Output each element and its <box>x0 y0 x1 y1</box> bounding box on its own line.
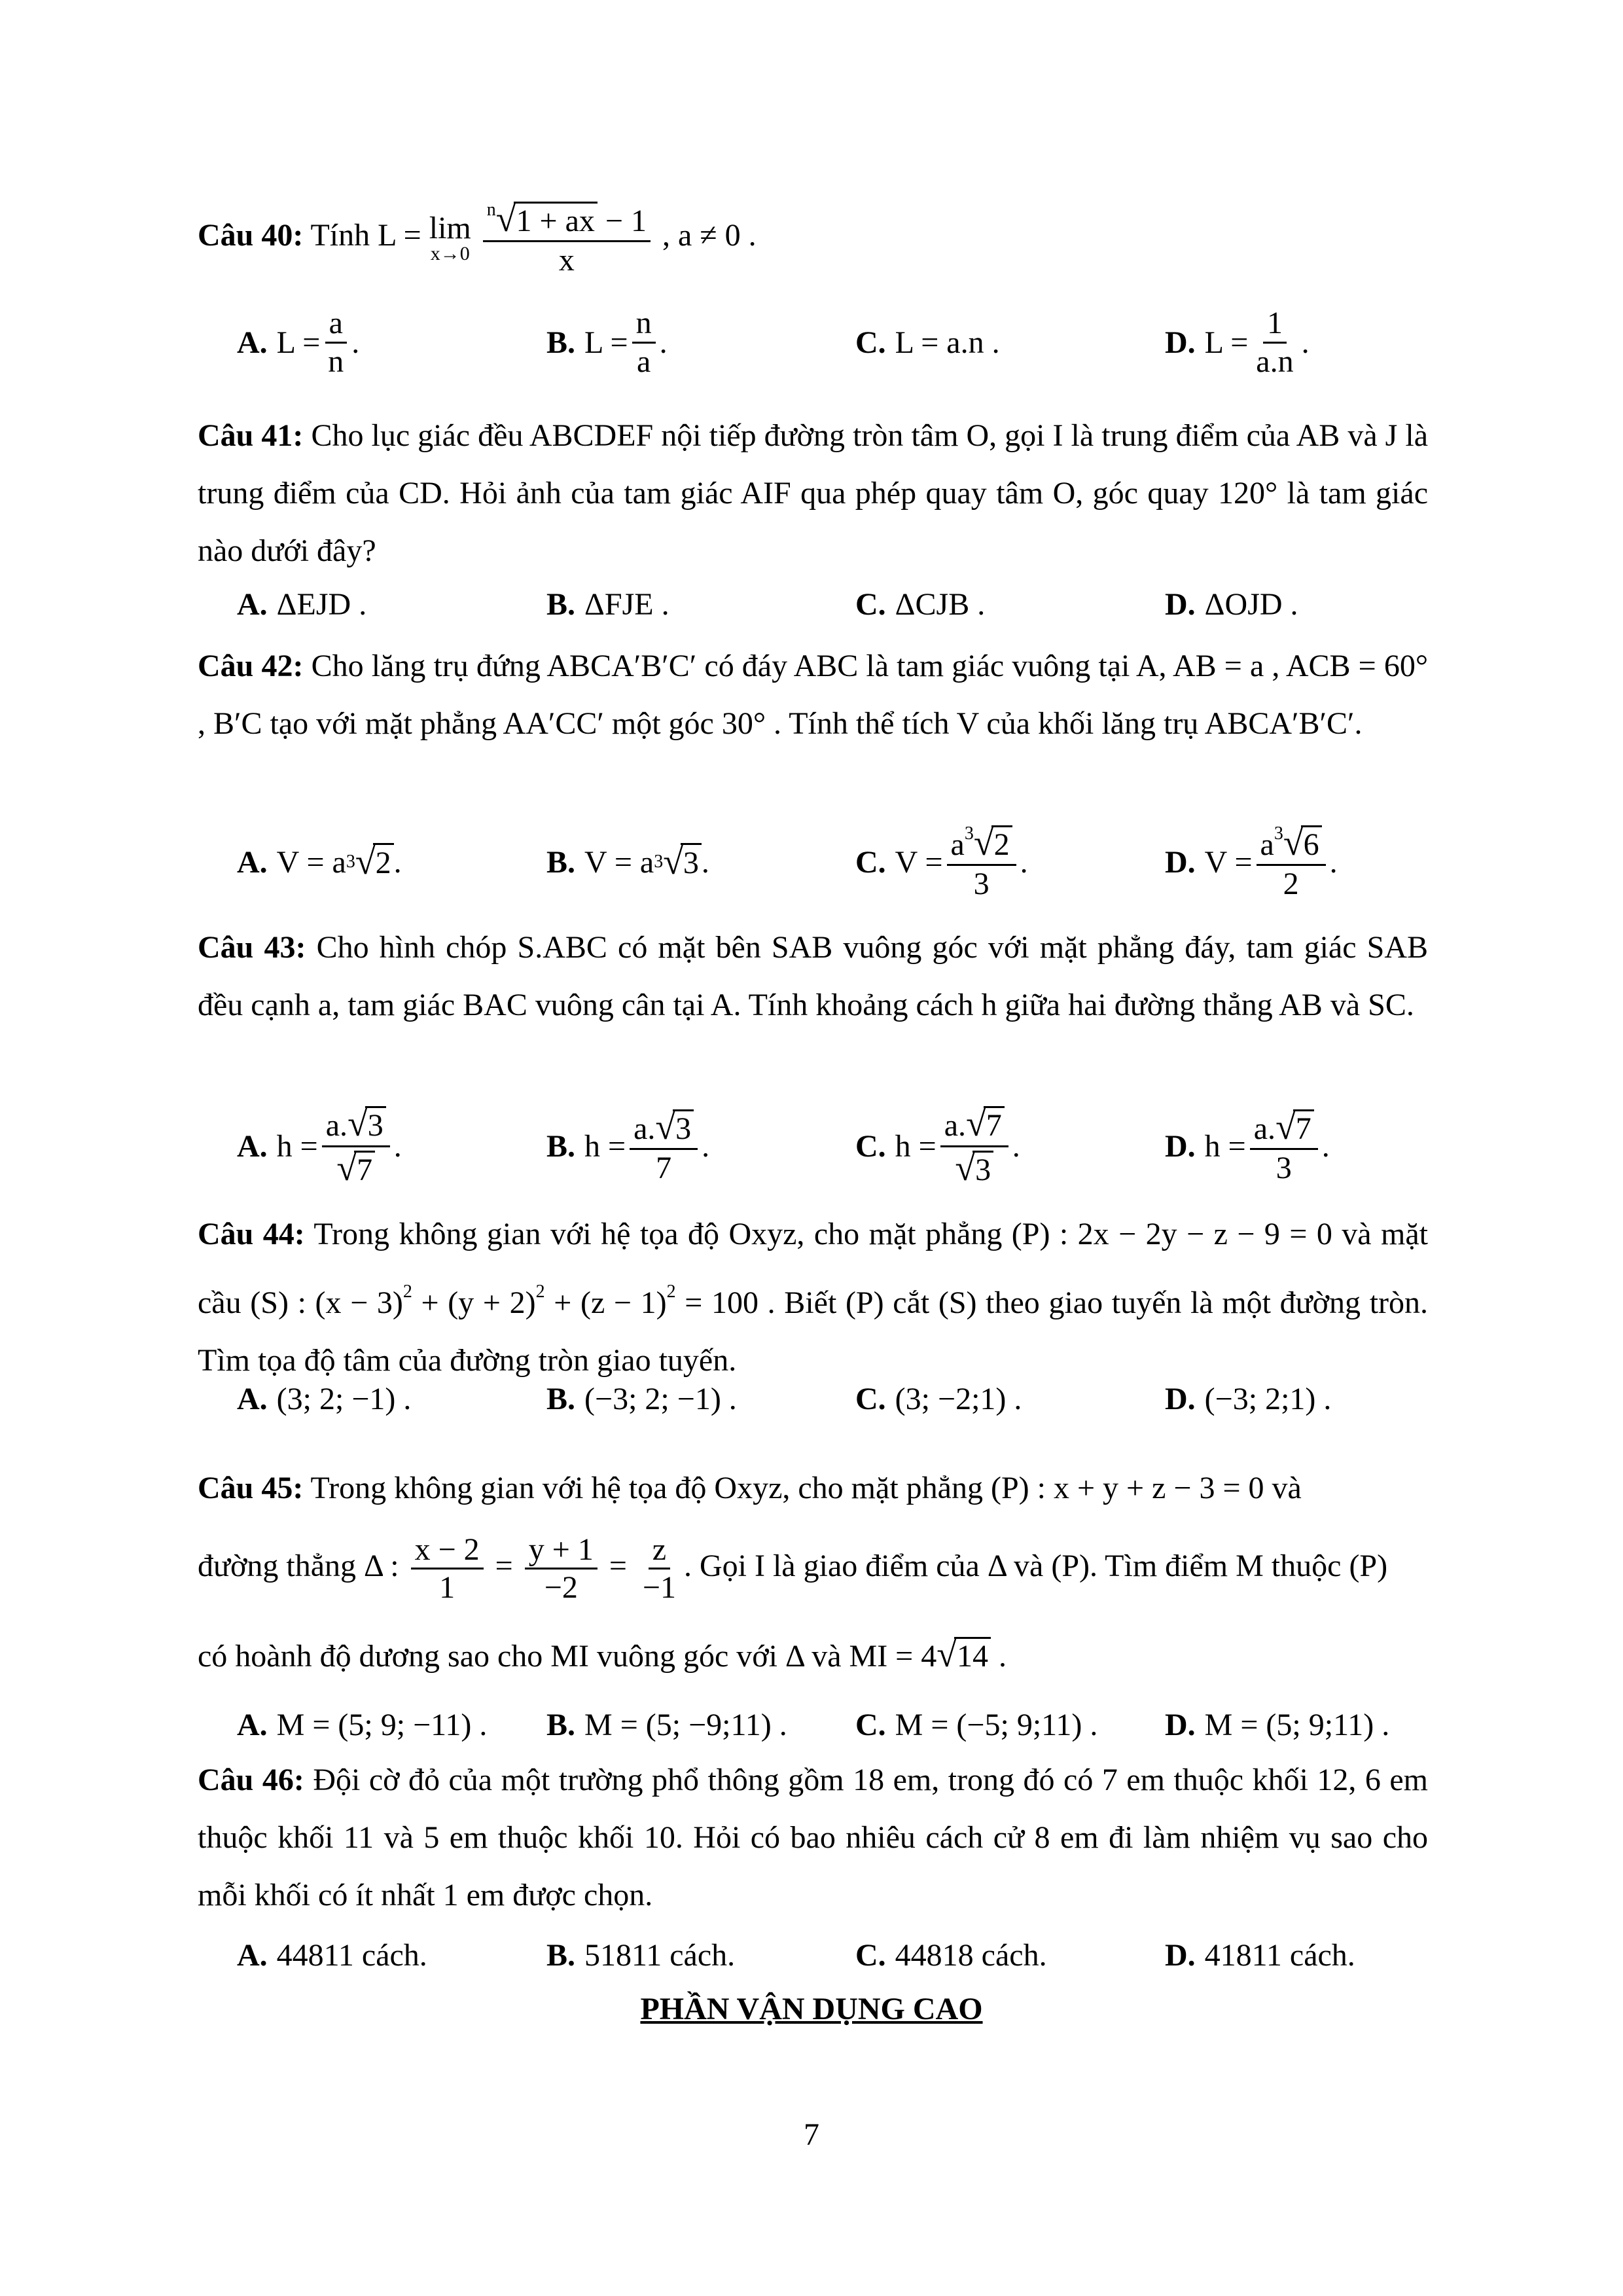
option-text: 44811 cách. <box>276 1937 427 1973</box>
option-c <box>855 822 1028 902</box>
radicand: 3 <box>972 1151 993 1187</box>
fraction-numerator <box>940 1103 1008 1147</box>
equals-sign: = <box>601 1549 635 1583</box>
question-42 <box>198 637 1428 753</box>
option-suffix: . <box>1020 844 1028 880</box>
question-text: đường thẳng Δ : <box>198 1549 407 1583</box>
question-text-end: , a ≠ 0 . <box>662 218 757 253</box>
question-label: Câu 46: <box>198 1763 304 1797</box>
page-number: 7 <box>804 2117 819 2152</box>
option-letter: D. <box>1165 844 1196 880</box>
radicand: 7 <box>354 1151 375 1187</box>
exponent: 2 <box>402 1282 412 1302</box>
radical-sign: √ <box>973 822 994 863</box>
fraction-denominator <box>951 1147 997 1189</box>
question-text: Cho hình chóp S.ABC có mặt bên SAB vuông góc với mặt phẳng đáy, tam giác SAB đều cạnh a, tam giác BAC vuông cân tại A. Tính khoảng cách h giữa hai đường thẳng AB và SC. <box>198 930 1429 1022</box>
radicand: 2 <box>373 843 394 881</box>
option-letter: C. <box>855 1707 886 1742</box>
fraction-denominator: a.n <box>1256 344 1294 379</box>
option-letter: D. <box>1165 325 1196 360</box>
question-45 <box>198 1460 1428 1517</box>
fraction-denominator: a <box>636 344 651 379</box>
option-letter: D. <box>1165 1707 1196 1742</box>
option-text: h = <box>276 1128 318 1164</box>
option-letter: A. <box>237 1128 268 1164</box>
numerator-base: a. <box>633 1111 656 1146</box>
option-text: 41811 cách. <box>1204 1937 1355 1973</box>
exponent: 2 <box>535 1282 545 1302</box>
radicand: 3 <box>365 1106 386 1143</box>
question-46 <box>198 1751 1428 1924</box>
option-a <box>237 1103 402 1189</box>
option-letter: B. <box>546 844 576 880</box>
option-text: h = <box>1204 1128 1246 1164</box>
option-letter: C. <box>855 586 886 622</box>
radical-sign: √ <box>936 1634 957 1675</box>
option-c <box>855 306 1000 378</box>
option-d <box>1165 306 1310 378</box>
limit-operator <box>429 210 471 264</box>
question-label: Câu 44: <box>198 1217 305 1251</box>
option-letter: C. <box>855 1937 886 1973</box>
question-text-part: . Gọi I là giao điểm của Δ và (P). Tìm điểm M thuộc (P) <box>683 1549 1388 1583</box>
radicand: 6 <box>1301 825 1322 862</box>
option-letter: D. <box>1165 1128 1196 1164</box>
option-text: M = (5; 9; −11) . <box>276 1707 488 1742</box>
option-letter: A. <box>237 325 268 360</box>
fraction-numerator: x − 2 <box>411 1532 484 1570</box>
option-suffix: . <box>393 1128 402 1164</box>
option-text: 51811 cách. <box>584 1937 736 1973</box>
option-fraction <box>324 305 348 379</box>
question-text: Trong không gian với hệ tọa độ Oxyz, cho mặt phẳng (P) : x + y + z − 3 = 0 và <box>310 1471 1302 1505</box>
option-letter: A. <box>237 1707 268 1742</box>
option-text: V = <box>895 844 943 880</box>
question-text-part: + (z − 1) <box>544 1285 667 1320</box>
option-letter: A. <box>237 1381 268 1416</box>
question-label: Câu 45: <box>198 1471 304 1505</box>
numerator-base: a <box>950 827 965 862</box>
fraction-denominator: 2 <box>1283 867 1299 902</box>
option-c <box>855 568 985 640</box>
option-c <box>855 1919 1047 1991</box>
option-a <box>237 568 366 640</box>
radical-sign: √ <box>348 1103 368 1145</box>
question-text-part: . <box>990 1639 1007 1674</box>
option-suffix: . <box>702 1128 710 1164</box>
numerator-rest: − 1 <box>597 203 647 238</box>
option-letter: B. <box>546 1381 576 1416</box>
radical-sign: √ <box>1283 822 1304 863</box>
fraction-denominator <box>332 1147 379 1189</box>
option-a <box>237 826 402 898</box>
fraction-numerator: z <box>649 1532 670 1570</box>
option-text: M = (−5; 9;11) . <box>895 1707 1098 1742</box>
fraction-numerator: 1 <box>1263 305 1287 343</box>
option-text: V = a <box>584 844 654 880</box>
option-a <box>237 306 359 378</box>
radical-sign: √ <box>495 198 516 240</box>
options-44 <box>198 1363 1428 1435</box>
option-text: (−3; 2; −1) . <box>584 1381 737 1416</box>
option-fraction <box>1257 822 1326 903</box>
options-42 <box>198 822 1428 902</box>
option-b <box>546 1919 735 1991</box>
fraction-numerator <box>322 1103 390 1147</box>
option-b <box>546 306 668 378</box>
question-label: Câu 43: <box>198 930 306 965</box>
option-fraction <box>632 305 656 379</box>
fraction-numerator: y + 1 <box>525 1532 597 1570</box>
radicand: 2 <box>991 825 1012 862</box>
line-fraction-y <box>525 1532 597 1605</box>
option-c <box>855 1363 1022 1435</box>
option-fraction <box>630 1106 698 1187</box>
option-suffix: . <box>659 325 668 360</box>
option-text: M = (5; −9;11) . <box>584 1707 787 1742</box>
option-a <box>237 1919 427 1991</box>
option-suffix: . <box>1329 844 1338 880</box>
option-letter: B. <box>546 1128 576 1164</box>
fraction-denominator: −1 <box>642 1570 676 1605</box>
fraction-denominator: 3 <box>973 867 990 902</box>
question-text: có hoành độ dương sao cho MI vuông góc với Δ và MI = 4 <box>198 1639 937 1674</box>
radical-sign: √ <box>336 1147 357 1189</box>
option-text: M = (5; 9;11) . <box>1204 1707 1390 1742</box>
options-40 <box>198 306 1428 378</box>
option-d <box>1165 1106 1330 1186</box>
radicand: 7 <box>1293 1109 1314 1146</box>
option-letter: C. <box>855 1381 886 1416</box>
option-c <box>855 1689 1097 1761</box>
radicand: 3 <box>681 843 702 881</box>
option-text: L = <box>276 325 321 360</box>
fraction-numerator <box>947 822 1016 866</box>
exponent: 3 <box>964 823 974 844</box>
option-b <box>546 826 709 898</box>
option-text: V = <box>1204 844 1253 880</box>
option-suffix: . <box>1012 1128 1020 1164</box>
option-letter: C. <box>855 1128 886 1164</box>
radical-sign: √ <box>663 842 683 882</box>
option-text: ΔFJE . <box>584 586 669 622</box>
question-41 <box>198 407 1428 580</box>
question-43 <box>198 919 1428 1034</box>
option-a <box>237 1363 411 1435</box>
line-fraction-z <box>639 1532 680 1605</box>
fraction-denominator: 7 <box>656 1151 672 1186</box>
option-letter: D. <box>1165 586 1196 622</box>
option-text: (−3; 2;1) . <box>1204 1381 1332 1416</box>
numerator-base: a <box>1260 827 1274 862</box>
numerator-base: a. <box>1253 1111 1276 1146</box>
option-letter: D. <box>1165 1381 1196 1416</box>
option-suffix: . <box>701 844 709 880</box>
fraction-denominator: x <box>558 243 575 278</box>
option-letter: D. <box>1165 1937 1196 1973</box>
option-text: ΔOJD . <box>1204 586 1298 622</box>
exponent: 3 <box>1274 823 1283 844</box>
question-44 <box>198 1206 1428 1390</box>
option-text: (3; −2;1) . <box>895 1381 1022 1416</box>
option-text: L = <box>1204 325 1249 360</box>
radical-sign: √ <box>655 1106 676 1147</box>
option-fraction <box>1252 305 1297 379</box>
option-letter: B. <box>546 1937 576 1973</box>
question-label: Câu 42: <box>198 649 304 683</box>
fraction-numerator: a <box>325 305 347 343</box>
radical-sign: √ <box>966 1103 986 1145</box>
exponent: 3 <box>654 852 664 872</box>
question-label: Câu 40: <box>198 218 304 253</box>
option-d <box>1165 1363 1331 1435</box>
radicand: 14 <box>954 1637 991 1674</box>
fraction-numerator <box>1250 1106 1318 1150</box>
option-letter: A. <box>237 844 268 880</box>
fraction-numerator <box>630 1106 698 1150</box>
options-45 <box>198 1689 1428 1761</box>
option-letter: A. <box>237 1937 268 1973</box>
question-40 <box>198 196 1428 278</box>
fraction-denominator: 3 <box>1275 1151 1292 1186</box>
radical-sign: √ <box>1275 1106 1296 1147</box>
option-fraction <box>940 1103 1008 1189</box>
option-letter: B. <box>546 325 576 360</box>
question-text: Cho lăng trụ đứng ABCA′B′C′ có đáy ABC là tam giác vuông tại A, AB = a , ACB = 60° , B′C tạo với mặt phẳng AA′CC′ một góc 30° . Tính thể tích V của khối lăng trụ ABCA′B′C′. <box>198 649 1429 741</box>
option-fraction <box>1250 1106 1318 1187</box>
option-text: ΔCJB . <box>895 586 986 622</box>
question-45-line-3 <box>198 1626 1428 1685</box>
option-fraction <box>947 822 1016 903</box>
question-text: Tính L = <box>310 218 429 253</box>
option-d <box>1165 822 1338 902</box>
lim-text: lim <box>429 210 471 245</box>
section-heading: PHẦN VẬN DỤNG CAO <box>640 1992 983 2026</box>
numerator-base: a. <box>944 1108 967 1143</box>
question-text: Trong không gian với hệ tọa độ Oxyz, cho mặt phẳng (P) : 2x − 2y − z − 9 = 0 và mặt cầu (S) : (x − 3) <box>198 1217 1429 1320</box>
radical-sign: √ <box>355 842 376 882</box>
root-index: n <box>486 199 496 220</box>
options-46 <box>198 1919 1428 1991</box>
option-b <box>546 568 669 640</box>
option-text: h = <box>584 1128 626 1164</box>
radicand: 3 <box>673 1109 694 1146</box>
radicand: 1 + ax <box>514 202 597 238</box>
limit-fraction <box>483 198 651 279</box>
option-letter: B. <box>546 586 576 622</box>
question-text: Đội cờ đỏ của một trường phổ thông gồm 18 em, trong đó có 7 em thuộc khối 12, 6 em thuộc khối 11 và 5 em thuộc khối 10. Hỏi có bao nhiêu cách cử 8 em đi làm nhiệm vụ sao cho mỗi khối có ít nhất 1 em được chọn. <box>198 1763 1429 1912</box>
option-suffix: . <box>351 325 360 360</box>
option-letter: B. <box>546 1707 576 1742</box>
option-suffix: . <box>1321 1128 1330 1164</box>
fraction-denominator: n <box>328 344 344 379</box>
option-text: L = a.n . <box>895 325 1000 360</box>
question-45-line-2 <box>198 1517 1428 1615</box>
lim-subscript: x→0 <box>430 242 470 264</box>
numerator-base: a. <box>325 1108 348 1143</box>
radicand: 7 <box>984 1106 1005 1143</box>
option-b <box>546 1689 787 1761</box>
option-b <box>546 1363 737 1435</box>
radical-sign: √ <box>955 1147 976 1189</box>
fraction-numerator <box>483 198 651 242</box>
option-d <box>1165 1689 1389 1761</box>
option-letter: A. <box>237 586 268 622</box>
option-letter: C. <box>855 844 886 880</box>
option-text: h = <box>895 1128 936 1164</box>
exponent: 3 <box>346 852 355 872</box>
option-suffix: . <box>393 844 402 880</box>
option-suffix: . <box>1301 325 1310 360</box>
option-fraction <box>322 1103 390 1189</box>
fraction-numerator <box>1257 822 1326 866</box>
fraction-denominator: −2 <box>544 1570 578 1605</box>
option-d <box>1165 1919 1355 1991</box>
options-41 <box>198 568 1428 640</box>
exponent: 2 <box>666 1282 676 1302</box>
question-label: Câu 41: <box>198 418 304 453</box>
option-text: V = a <box>276 844 346 880</box>
option-text: ΔEJD . <box>276 586 367 622</box>
options-43 <box>198 1103 1428 1189</box>
option-a <box>237 1689 487 1761</box>
option-d <box>1165 568 1298 640</box>
fraction-denominator: 1 <box>439 1570 455 1605</box>
option-text: 44818 cách. <box>895 1937 1047 1973</box>
option-b <box>546 1106 710 1186</box>
equals-sign: = <box>487 1549 521 1583</box>
option-letter: C. <box>855 325 886 360</box>
option-text: (3; 2; −1) . <box>276 1381 412 1416</box>
line-fraction-x <box>411 1532 484 1605</box>
option-c <box>855 1103 1020 1189</box>
option-text: L = <box>584 325 628 360</box>
question-text-part: = 100 . Biết (P) cắt (S) theo giao tuyến là một đường tròn. Tìm tọa độ tâm của đường tròn giao tuyến. <box>198 1285 1429 1378</box>
question-text: Cho lục giác đều ABCDEF nội tiếp đường tròn tâm O, gọi I là trung điểm của AB và J là trung điểm của CD. Hỏi ảnh của tam giác AIF qua phép quay tâm O, góc quay 120° là tam giác nào dưới đây? <box>198 418 1429 568</box>
question-text-part: + (y + 2) <box>412 1285 536 1320</box>
fraction-numerator: n <box>632 305 656 343</box>
